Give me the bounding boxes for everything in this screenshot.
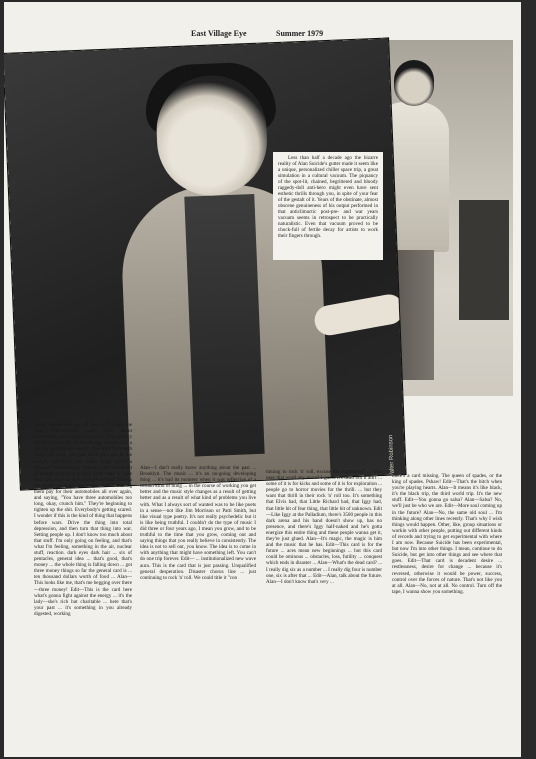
column-4-text: there's a card missing. The queen of spades, or the king of spades. Pshaw! Edit—That's the bitch when you're playing hearts. Alan—It means it's like black, it's the black trip, the third world trip. It's the new stuff. Edit—You gonna go salsa? Alan—Salsa? No, we'll just be who we are. Edit—More soul coming up in the future? Alan—No, the same old soul ... I'm thinking along other lines recently. That's why I wish things would happen. Other, like, group situations or workin with other people, putting out different kinds of records and trying to get experimental with where I am now. Because Suicide has been experimental, but now I'm into other things. I mean, continue to do Suicide, but get into other things and see where that goes. Edit—That card is decadent desire ... restlessness, desire for change ... because it's reversed, otherwise it would be power, success, control over the forces of nature. That's not like you at all. Alan—No, not at all. No control. Turn off the tape, I wanna show you something.: [392, 473, 502, 595]
text-column-4: [392, 473, 502, 718]
text-column-1: [34, 422, 132, 722]
figure-hand: [312, 292, 405, 338]
text-column-2: [140, 465, 256, 727]
text-column-3: [266, 469, 382, 719]
photo-credit: Walter Robinson: [388, 434, 396, 479]
magazine-page: [4, 2, 521, 757]
amplifier-shape: [459, 200, 509, 320]
publication-name: East Village Eye: [191, 29, 247, 38]
figure-shirt: [184, 194, 264, 457]
column-2-text: Alan—I don't really know anything about the past ... Brooklyn. The music ... it's an on-going developing thing ... it's had its moment when it was reflective of a certain kind of thing ... in the course of working you get better and the music style changes as a result of getting better and as a result of what kind of problems you live with. What I always sort of wanted was to be like poets in a sense—not like Jim Morrison or Patti Smith, but like visual type poetry. It's not really psychedelic but it is like being truthful. I couldn't do the type of music I did three or four years ago, I mean you grow, and to be truthful to the time that you grow, coming out and saying things that you really believe in consistently. The idea is not to sell out, you know. The idea is to come in with anything that might have something left. You can't do one trip forever. Edit— ... institutionalized new wave aura. This is the card that is just passing. Unqualified general desperation. Disaster chorus line ... just continuing to rock 'n' roll. We could title it "con: [140, 465, 256, 581]
issue-date: Summer 1979: [276, 29, 324, 38]
performer-head: [394, 60, 434, 106]
column-1-text: whistl teevee and get all their info from the tube. Edit—Before, wars were about boundaries, land, religion, politics. This century has been basically about energy, so they put a war on and through energy. You don't fight with troops on land, you just don't give gas to the people, and that's war. Alan—Yeah, there's a sense of mobilization, directing the movement of people according to how They want it. Take their gas away so they can't get around. Pull up the world pipelines, get people in line making them pay for their automobiles all over again, and saying, "You have three automobiles too long, okay, crunch him." They're beginning to tighten up the shit. Everybody's getting scared. I wonder if this is the kind of thing that happens before wars. Drive the thing into total depression, and then turn that thing into war. Setting people up. I don't know too much about that stuff. I'm only going on feeling, and that's what I'm feeling, something in the air, nuclear stuff, reaction. dark eyes dark hair ... six of pentacles, general idea ... that's good, that's money ... the whole thing is falling down ... got three money things so far the general card is ... ten thousand dollars worth of food ... Alan—This looks like me, that's me begging over there—three money! Edit—This is the card here what's gonna fight against the energy ... it's the lady—she's rich but charitable ... here that's your past ... it's something in you already digested, working: [34, 422, 132, 617]
pull-quote: Less than half a decade ago the bizarre reality of Alan Suicide's gutter made it seem like a unique, personalized chiller space trip, a great simulation in a cultural vacuum. The piquancy of the spot-lit, chained, begrittered and bloody raggedy-doll anti-hero might even have sent esthetic thrills through you, in spite of your fear of the gestalt of it. Years of the obstinate, almost obscene genuineness of his output performed in that anticlimactic post-pre- and war years vacuum seems in retrospect to be practically naturalistic. Even that vacuum proved to be chock-full of fertile decay for artists to work their fingers through.: [273, 152, 383, 260]
column-3-text: tinuing to rock 'n' roll, excuse the expression" ... who uses that word any more? I guess it's dead but it ain't ... some of it is for kicks and some of it is for exploration ... people go to horror movies for the thrill. ... but they want that thrill in their rock 'n' roll too. It's something that Elvis had, that Little Richard had, that Iggy had, that little bit of fear thing, that little bit of unknown. Edit—Like Iggy at the Palladium, there's 3500 people in this dark arena and his band doesn't show up, has no presence, and there's Iggy half-naked and he's gotta energize this entire thing and these people wanna get it, they're just glued. Alan—It's magic, the magic is him and the music that he has. Edit—This card is for the future ... aces mean new beginnings ... but this card could be ominous ... obstacles, loss, futility ... conquest which ends in disaster ... Alan—What's the dead card? ... I really dig six as a number ... I really dig four is number one, six is after that ... Edit—Alan, talk about the future. Alan—I don't know that's very ...: [266, 469, 382, 585]
